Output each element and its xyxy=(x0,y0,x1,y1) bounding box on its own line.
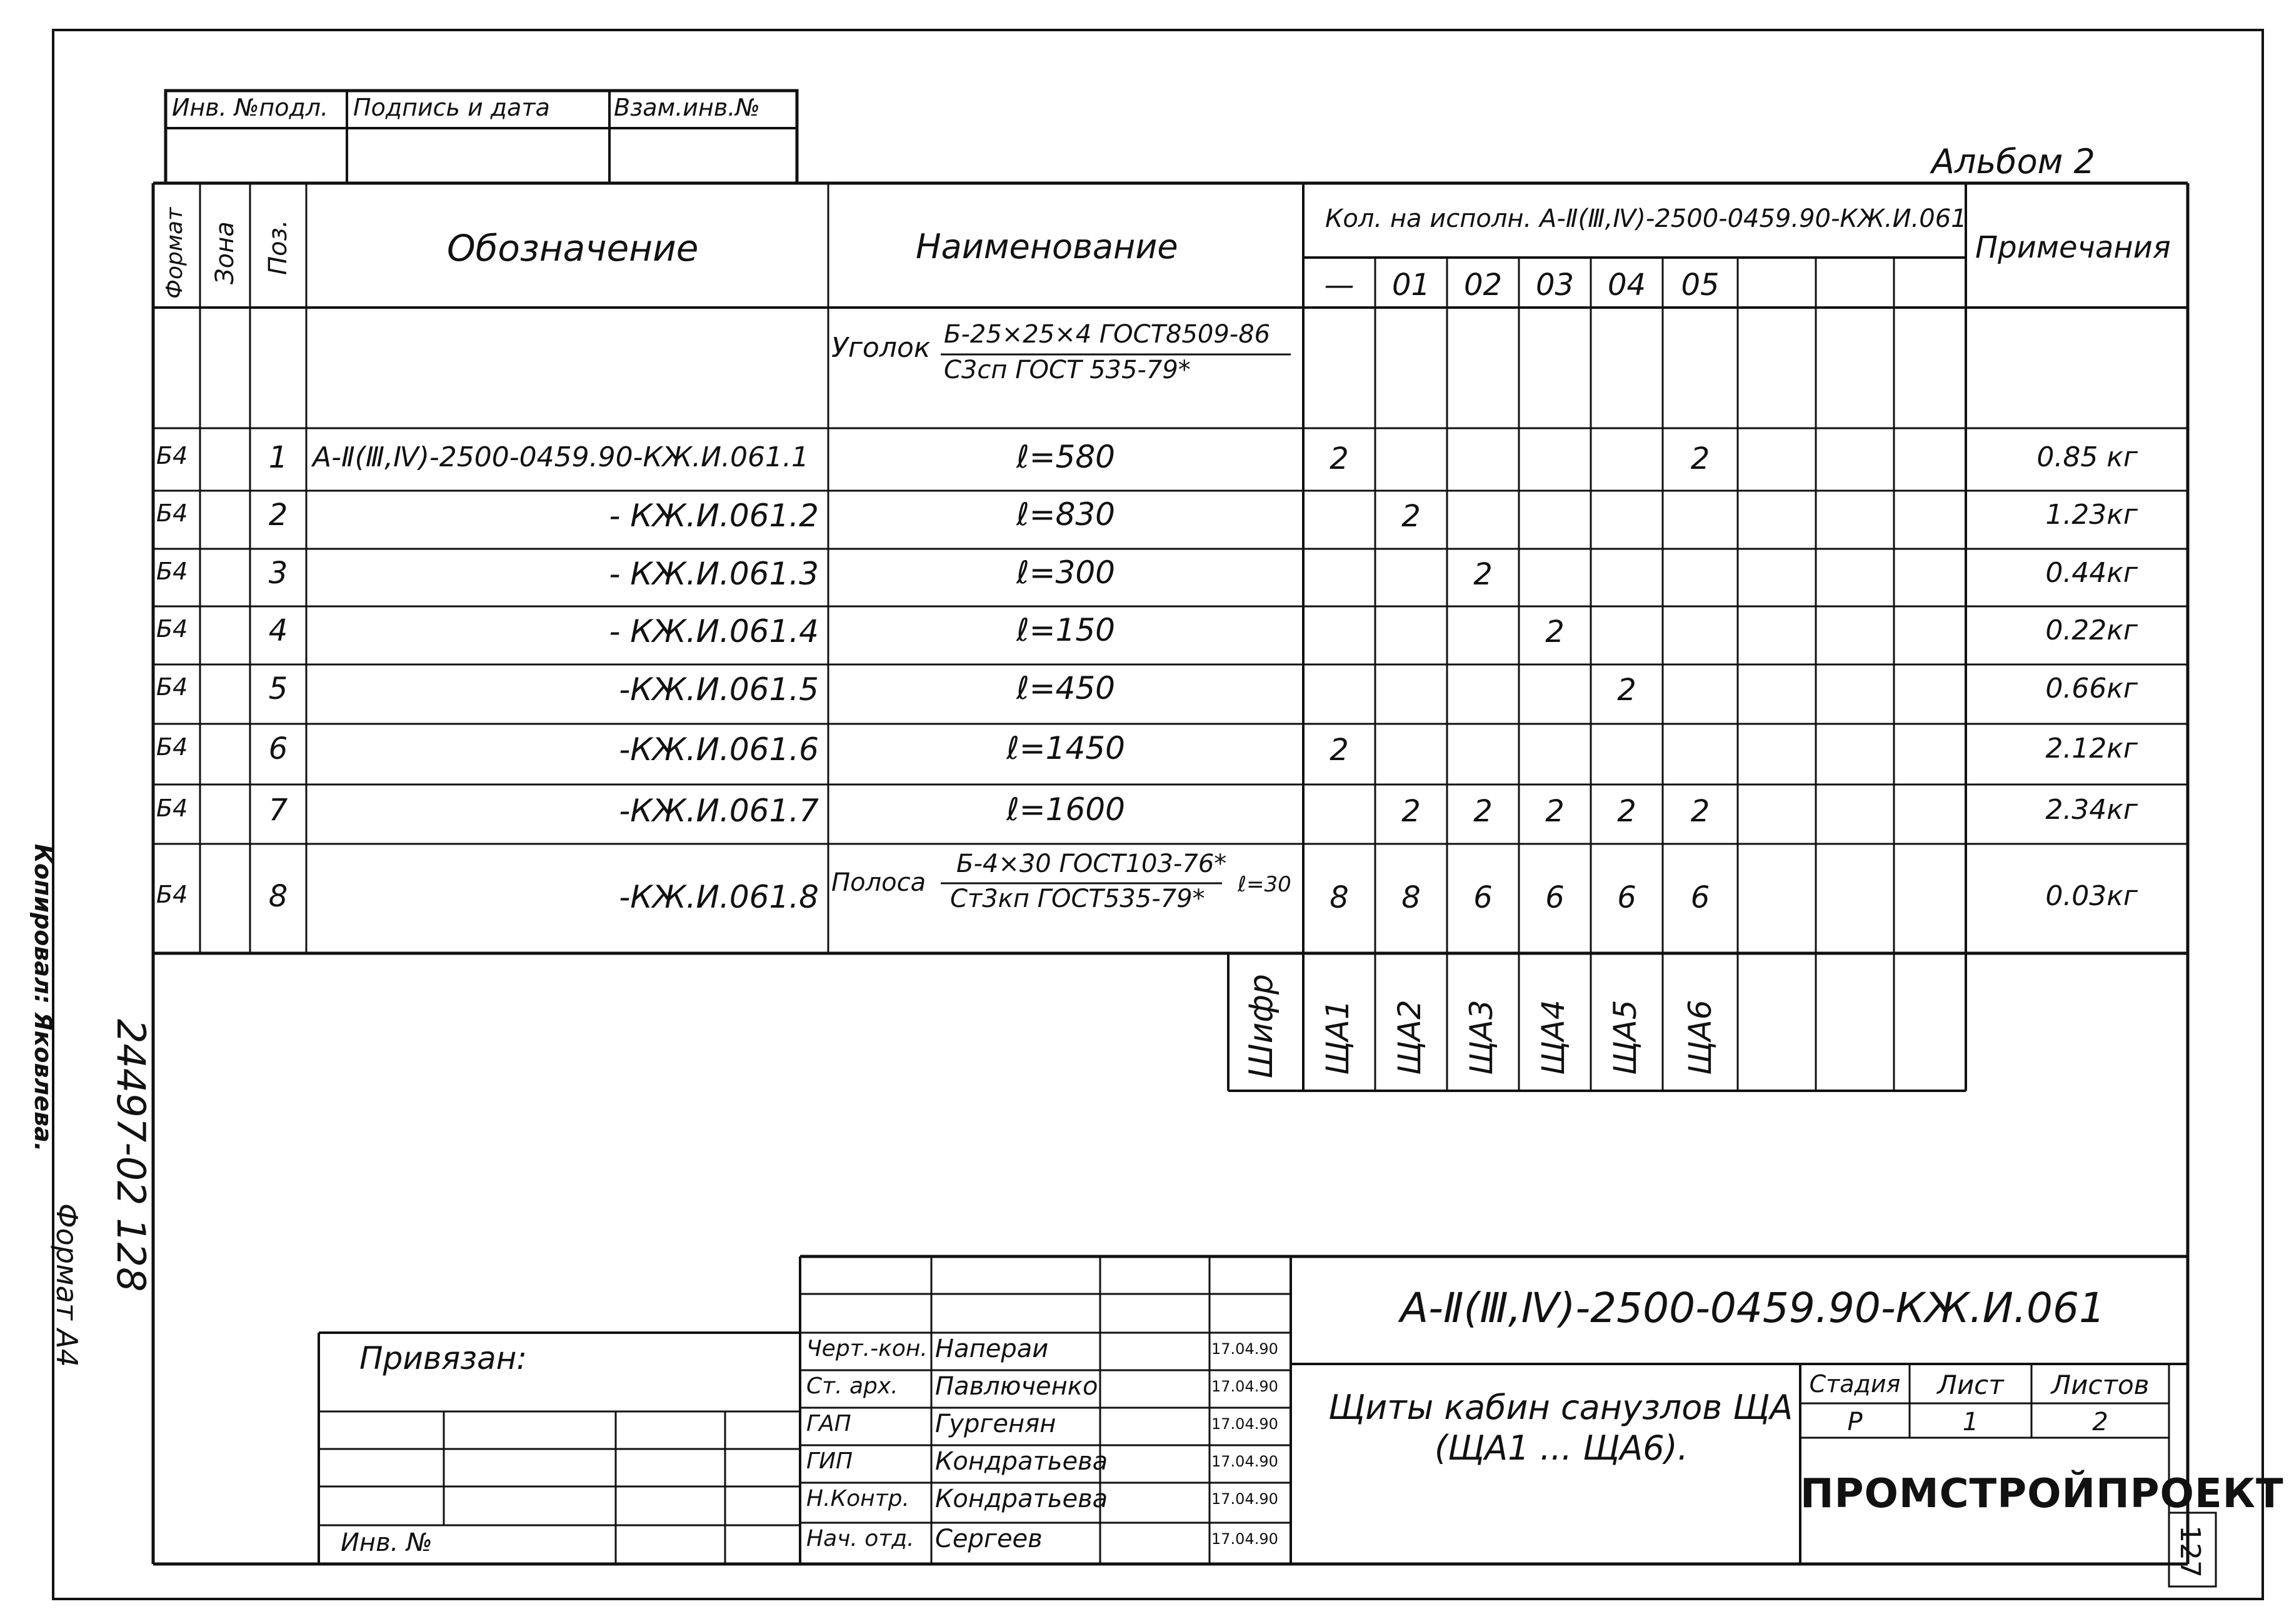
listov-label: Листов xyxy=(2051,1370,2150,1400)
sheet-number: 127 xyxy=(2174,1525,2206,1578)
row-quantity: 2 xyxy=(1690,794,1710,829)
variant-header: 03 xyxy=(1535,268,1575,303)
listov-value: 2 xyxy=(2092,1408,2108,1436)
row-quantity: 2 xyxy=(1330,733,1349,768)
signatory-role: Черт.-кон. xyxy=(806,1336,928,1361)
row-quantity: 8 xyxy=(1401,880,1421,915)
row-quantity: 2 xyxy=(1545,794,1565,829)
polosa-bottom: Ст3кп ГОСТ535-79* xyxy=(950,885,1205,913)
signatory-role: ГАП xyxy=(806,1411,851,1436)
row-poz: 5 xyxy=(268,671,288,706)
row-format: Б4 xyxy=(156,794,188,822)
row-format: Б4 xyxy=(156,733,188,761)
row-primechanie: 0.44кг xyxy=(2045,557,2138,589)
row-naimenovanie: ℓ=1450 xyxy=(1006,730,1125,766)
row-primechanie: 0.03кг xyxy=(2045,880,2138,912)
row-poz: 1 xyxy=(268,440,288,475)
signatory-date: 17.04.90 xyxy=(1211,1490,1278,1508)
header-poz: Поз. xyxy=(264,219,293,275)
stadiya-value: Р xyxy=(1847,1408,1863,1436)
signatory-name: Павлюченко xyxy=(935,1372,1098,1401)
row-primechanie: 2.34кг xyxy=(2045,794,2138,826)
signatory-date: 17.04.90 xyxy=(1211,1415,1278,1433)
signatory-role: Ст. арх. xyxy=(806,1373,898,1399)
shifr-code: ЩА5 xyxy=(1607,1000,1643,1075)
header-naimenovanie: Наименование xyxy=(916,227,1178,266)
side-format: Формат А4 xyxy=(50,1203,84,1367)
row-quantity: 6 xyxy=(1545,880,1565,915)
row-format: Б4 xyxy=(156,558,188,585)
row-oboznachenie: А-Ⅱ(Ⅲ,Ⅳ)-2500-0459.90-КЖ.И.061.1 xyxy=(313,441,809,473)
row-poz: 6 xyxy=(268,731,288,766)
shifr-code: ЩА4 xyxy=(1535,1000,1571,1075)
row-naimenovanie: ℓ=150 xyxy=(1016,612,1115,648)
signatory-date: 17.04.90 xyxy=(1211,1453,1278,1470)
row-poz: 8 xyxy=(268,879,288,914)
signatory-name: Гургенян xyxy=(935,1410,1056,1438)
row-poz: 2 xyxy=(268,498,288,533)
signatory-date: 17.04.90 xyxy=(1211,1340,1278,1358)
document-title-line1: Щиты кабин санузлов ЩА xyxy=(1328,1388,1793,1427)
header-zona: Зона xyxy=(211,221,239,284)
signatory-name: Кондратьева xyxy=(935,1447,1108,1476)
row-naimenovanie: ℓ=580 xyxy=(1016,439,1115,475)
row-quantity: 2 xyxy=(1617,673,1636,708)
polosa-name: Полоса xyxy=(831,868,926,897)
row-format: Б4 xyxy=(156,615,188,643)
signatory-role: Н.Контр. xyxy=(806,1486,909,1511)
row-oboznachenie: -КЖ.И.061.8 xyxy=(619,879,819,915)
row-oboznachenie: -КЖ.И.061.6 xyxy=(619,731,819,768)
row-quantity: 6 xyxy=(1473,880,1493,915)
signatory-name: Сергеев xyxy=(935,1525,1043,1553)
signatory-role: ГИП xyxy=(806,1448,853,1474)
row-quantity: 2 xyxy=(1690,441,1710,476)
profile-bottom: С3сп ГОСТ 535-79* xyxy=(944,356,1191,384)
row-format: Б4 xyxy=(156,442,188,469)
variant-header: 01 xyxy=(1391,268,1431,303)
row-oboznachenie: - КЖ.И.061.3 xyxy=(609,556,819,592)
signatory-date: 17.04.90 xyxy=(1211,1530,1278,1548)
polosa-suffix: ℓ=30 xyxy=(1238,872,1291,897)
header-format: Формат xyxy=(162,207,188,299)
shifr-code: ЩА3 xyxy=(1463,1000,1500,1075)
list-label: Лист xyxy=(1937,1370,2004,1400)
row-poz: 7 xyxy=(268,793,288,828)
variant-header: 02 xyxy=(1463,268,1503,303)
profile-name: Уголок xyxy=(831,332,931,364)
variant-header: 05 xyxy=(1681,268,1720,303)
side-number: 24497-02 128 xyxy=(108,1019,154,1292)
row-primechanie: 1.23кг xyxy=(2045,499,2138,531)
row-format: Б4 xyxy=(156,499,188,527)
shifr-code: ЩА2 xyxy=(1391,1000,1428,1075)
shifr-code: ЩА1 xyxy=(1320,1000,1356,1075)
profile-top: Б-25×25×4 ГОСТ8509-86 xyxy=(944,320,1271,349)
header-oboznachenie: Обозначение xyxy=(447,227,699,269)
row-oboznachenie: - КЖ.И.061.4 xyxy=(609,613,819,649)
row-quantity: 2 xyxy=(1473,557,1493,592)
row-primechanie: 0.85 кг xyxy=(2036,441,2138,473)
album-label: Альбом 2 xyxy=(1931,142,2095,181)
signatory-role: Нач. отд. xyxy=(806,1526,914,1551)
row-naimenovanie: ℓ=830 xyxy=(1016,496,1115,533)
variant-header: 04 xyxy=(1607,268,1646,303)
stadiya-label: Стадия xyxy=(1809,1370,1901,1398)
row-naimenovanie: ℓ=450 xyxy=(1016,670,1115,706)
row-oboznachenie: -КЖ.И.061.7 xyxy=(619,793,819,829)
row-poz: 3 xyxy=(268,556,288,591)
row-quantity: 6 xyxy=(1617,880,1636,915)
row-quantity: 6 xyxy=(1690,880,1710,915)
row-oboznachenie: - КЖ.И.061.2 xyxy=(609,498,819,534)
polosa-top: Б-4×30 ГОСТ103-76* xyxy=(956,850,1227,878)
row-oboznachenie: -КЖ.И.061.5 xyxy=(619,671,819,708)
row-quantity: 2 xyxy=(1401,794,1421,829)
row-quantity: 2 xyxy=(1545,614,1565,649)
row-quantity: 2 xyxy=(1401,499,1421,534)
row-quantity: 2 xyxy=(1617,794,1636,829)
row-primechanie: 0.22кг xyxy=(2045,614,2138,646)
row-naimenovanie: ℓ=1600 xyxy=(1006,791,1125,828)
stamp-inv-podl: Инв. №подл. xyxy=(172,94,329,121)
shifr-label: Шифр xyxy=(1243,974,1280,1078)
row-quantity: 8 xyxy=(1330,880,1349,915)
stamp-podpis-data: Подпись и дата xyxy=(353,94,550,121)
shifr-code: ЩА6 xyxy=(1682,1000,1718,1075)
row-quantity: 2 xyxy=(1473,794,1493,829)
header-kol: Кол. на исполн. А-Ⅱ(Ⅲ,Ⅳ)-2500-0459.90-КЖ.И.061 xyxy=(1325,204,1967,233)
document-code: А-Ⅱ(Ⅲ,Ⅳ)-2500-0459.90-КЖ.И.061 xyxy=(1400,1284,2105,1332)
signatory-name: Напераи xyxy=(935,1335,1049,1363)
row-poz: 4 xyxy=(268,613,288,648)
row-primechanie: 0.66кг xyxy=(2045,673,2138,704)
row-format: Б4 xyxy=(156,673,188,701)
row-format: Б4 xyxy=(156,881,188,908)
header-primechaniya: Примечания xyxy=(1975,230,2171,265)
list-value: 1 xyxy=(1962,1408,1979,1436)
signatory-date: 17.04.90 xyxy=(1211,1378,1278,1395)
privyazan-label: Привязан: xyxy=(359,1340,528,1376)
inv-no-label: Инв. № xyxy=(341,1528,433,1557)
stamp-vzam-inv: Взам.инв.№ xyxy=(614,94,760,121)
organization: ПРОМСТРОЙПРОЕКТ xyxy=(1800,1471,2284,1517)
signatory-name: Кондратьева xyxy=(935,1485,1108,1513)
side-copied: Копировал: Яковлева. xyxy=(29,844,57,1152)
row-quantity: 2 xyxy=(1330,441,1349,476)
document-title-line2: (ЩА1 ... ЩА6). xyxy=(1435,1428,1688,1468)
variant-header: — xyxy=(1324,268,1355,303)
row-naimenovanie: ℓ=300 xyxy=(1016,554,1115,591)
row-primechanie: 2.12кг xyxy=(2045,733,2138,764)
